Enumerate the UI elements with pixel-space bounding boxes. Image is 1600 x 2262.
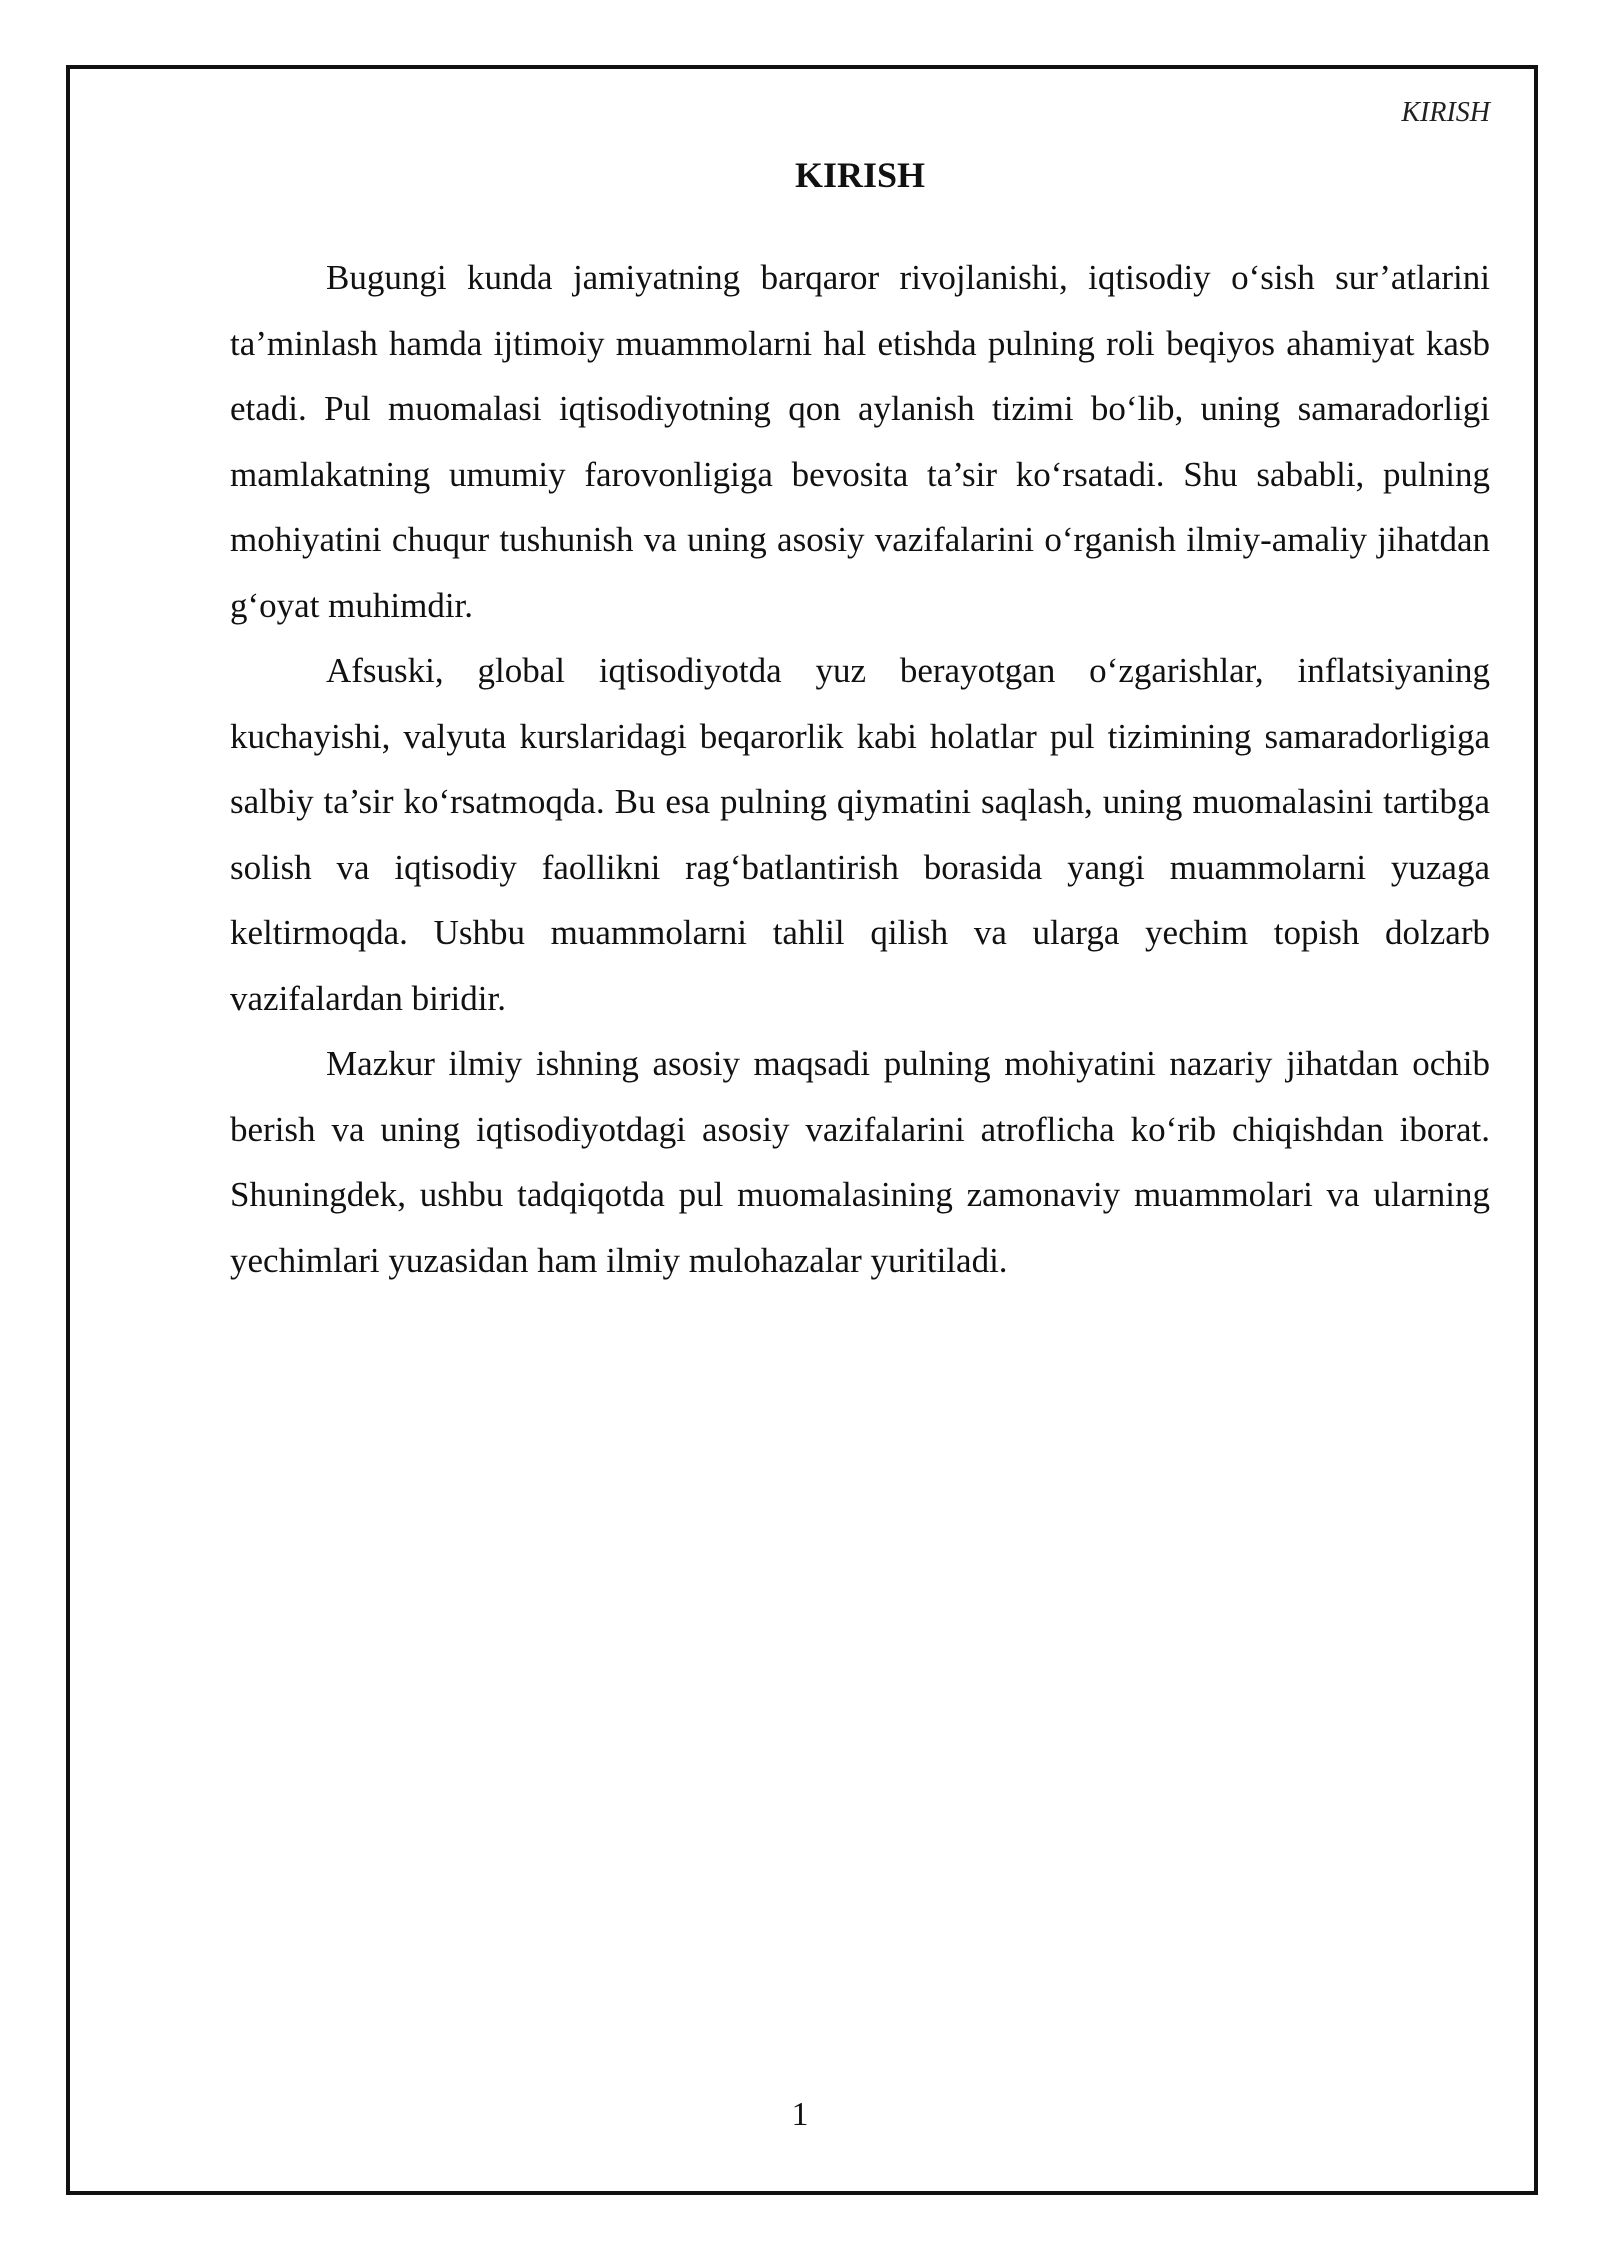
page-number: 1 bbox=[791, 2096, 809, 2133]
paragraph: Mazkur ilmiy ishning asosiy maqsadi pulning mohiyatini nazariy jihatdan ochib berish va uning iqtisodiyotdagi asosiy vazifalarini atroflicha ko‘rib chiqishdan iborat. Shuningdek, ushbu tadqiqotda pul muomalasining zamonaviy muammolari va ularning yechimlari yuzasidan ham ilmiy mulohazalar yuritiladi. bbox=[230, 1044, 1490, 1280]
body-text bbox=[230, 245, 1490, 1293]
running-header: KIRISH bbox=[1401, 97, 1490, 128]
paragraph: Afsuski, global iqtisodiyotda yuz berayotgan o‘zgarishlar, inflatsiyaning kuchayishi, valyuta kurslaridagi beqarorlik kabi holatlar pul tizimining samaradorligiga salbiy ta’sir ko‘rsatmoqda. Bu esa pulning qiymatini saqlash, uning muomalasini tartibga solish va iqtisodiy faollikni rag‘batlantirish borasida yangi muammolarni yuzaga keltirmoqda. Ushbu muammolarni tahlil qilish va ularga yechim topish dolzarb vazifalardan biridir. bbox=[230, 651, 1490, 1018]
paragraph: Bugungi kunda jamiyatning barqaror rivojlanishi, iqtisodiy o‘sish sur’atlarini ta’minlash hamda ijtimoiy muammolarni hal etishda pulning roli beqiyos ahamiyat kasb etadi. Pul muomalasi iqtisodiyotning qon aylanish tizimi bo‘lib, uning samaradorligi mamlakatning umumiy farovonligiga bevosita ta’sir ko‘rsatadi. Shu sababli, pulning mohiyatini chuqur tushunish va uning asosiy vazifalarini o‘rganish ilmiy-amaliy jihatdan g‘oyat muhimdir. bbox=[230, 258, 1490, 625]
page-title: KIRISH bbox=[794, 155, 926, 195]
